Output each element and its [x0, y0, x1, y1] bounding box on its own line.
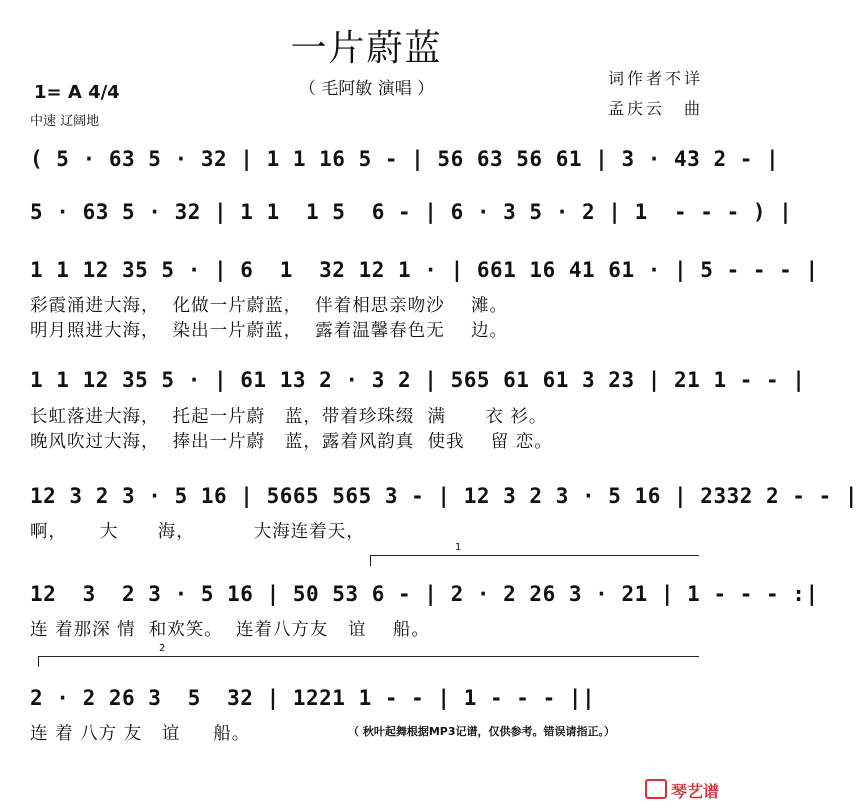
score-line-4-notes: 1 1 12 35 5 · | 61 13 2 · 3 2 | 565 61 61 3 23 | 21 1 - - |	[30, 368, 806, 392]
volta-1-bracket	[370, 542, 699, 566]
tempo-marking: 中速 辽阔地	[30, 114, 100, 129]
score-line-1-notes: ( 5 · 63 5 · 32 | 1 1 16 5 - | 56 63 56 61 | 3 · 43 2 - |	[30, 147, 780, 171]
score-line-2-notes: 5 · 63 5 · 32 | 1 1 1 5 6 - | 6 · 3 5 · 2 | 1 - - - ) |	[30, 200, 793, 224]
score-line-4-lyric-1: 长虹落进大海， 托起一片蔚 蓝，带着珍珠缀 满 衣 衫。	[30, 407, 548, 427]
lyricist-credit: 词作者不详	[607, 69, 703, 88]
performer-subtitle: （ 毛阿敏 演唱 ）	[298, 79, 435, 99]
piano-logo-icon	[645, 779, 667, 799]
watermark	[645, 779, 719, 802]
score-line-3-notes: 1 1 12 35 5 · | 6 1 32 12 1 · | 661 16 41 61 · | 5 - - - |	[30, 258, 819, 282]
score-line-6-lyric: 连 着那深 情 和欢笑。 连着八方友 谊 船。	[30, 620, 430, 640]
score-line-4-lyric-2: 晚风吹过大海， 捧出一片蔚 蓝，露着风韵真 使我 留 恋。	[30, 432, 553, 452]
score-line-7-notes: 2 · 2 26 3 5 32 | 1221 1 - - | 1 - - - ||	[30, 686, 596, 710]
score-line-3-lyric-2: 明月照进大海， 染出一片蔚蓝， 露着温馨春色无 边。	[30, 321, 509, 341]
volta-2-label: 2	[159, 643, 166, 654]
score-line-5-lyric: 啊， 大 海， 大海连着天，	[30, 522, 365, 542]
score-line-5-notes: 12 3 2 3 · 5 16 | 5665 565 3 - | 12 3 2 3 · 5 16 | 2332 2 - - |	[30, 484, 858, 508]
volta-1-label: 1	[455, 542, 462, 553]
score-line-7-lyric: 连 着 八方 友 谊 船。	[30, 724, 251, 744]
volta-2-bracket	[38, 643, 699, 667]
sheet-title: 一片蔚蓝	[290, 28, 443, 69]
transcription-note: （ 秋叶起舞根据MP3记谱，仅供参考。错误请指正。）	[348, 725, 615, 738]
score-line-3-lyric-1: 彩霞涌进大海， 化做一片蔚蓝， 伴着相思亲吻沙 滩。	[30, 296, 509, 316]
key-signature: 1= A 4/4	[34, 82, 120, 103]
score-line-6-notes: 12 3 2 3 · 5 16 | 50 53 6 - | 2 · 2 26 3 · 21 | 1 - - - :|	[30, 582, 819, 606]
composer-credit: 孟庆云 曲	[607, 99, 703, 118]
watermark-text: 琴艺谱	[670, 782, 719, 801]
